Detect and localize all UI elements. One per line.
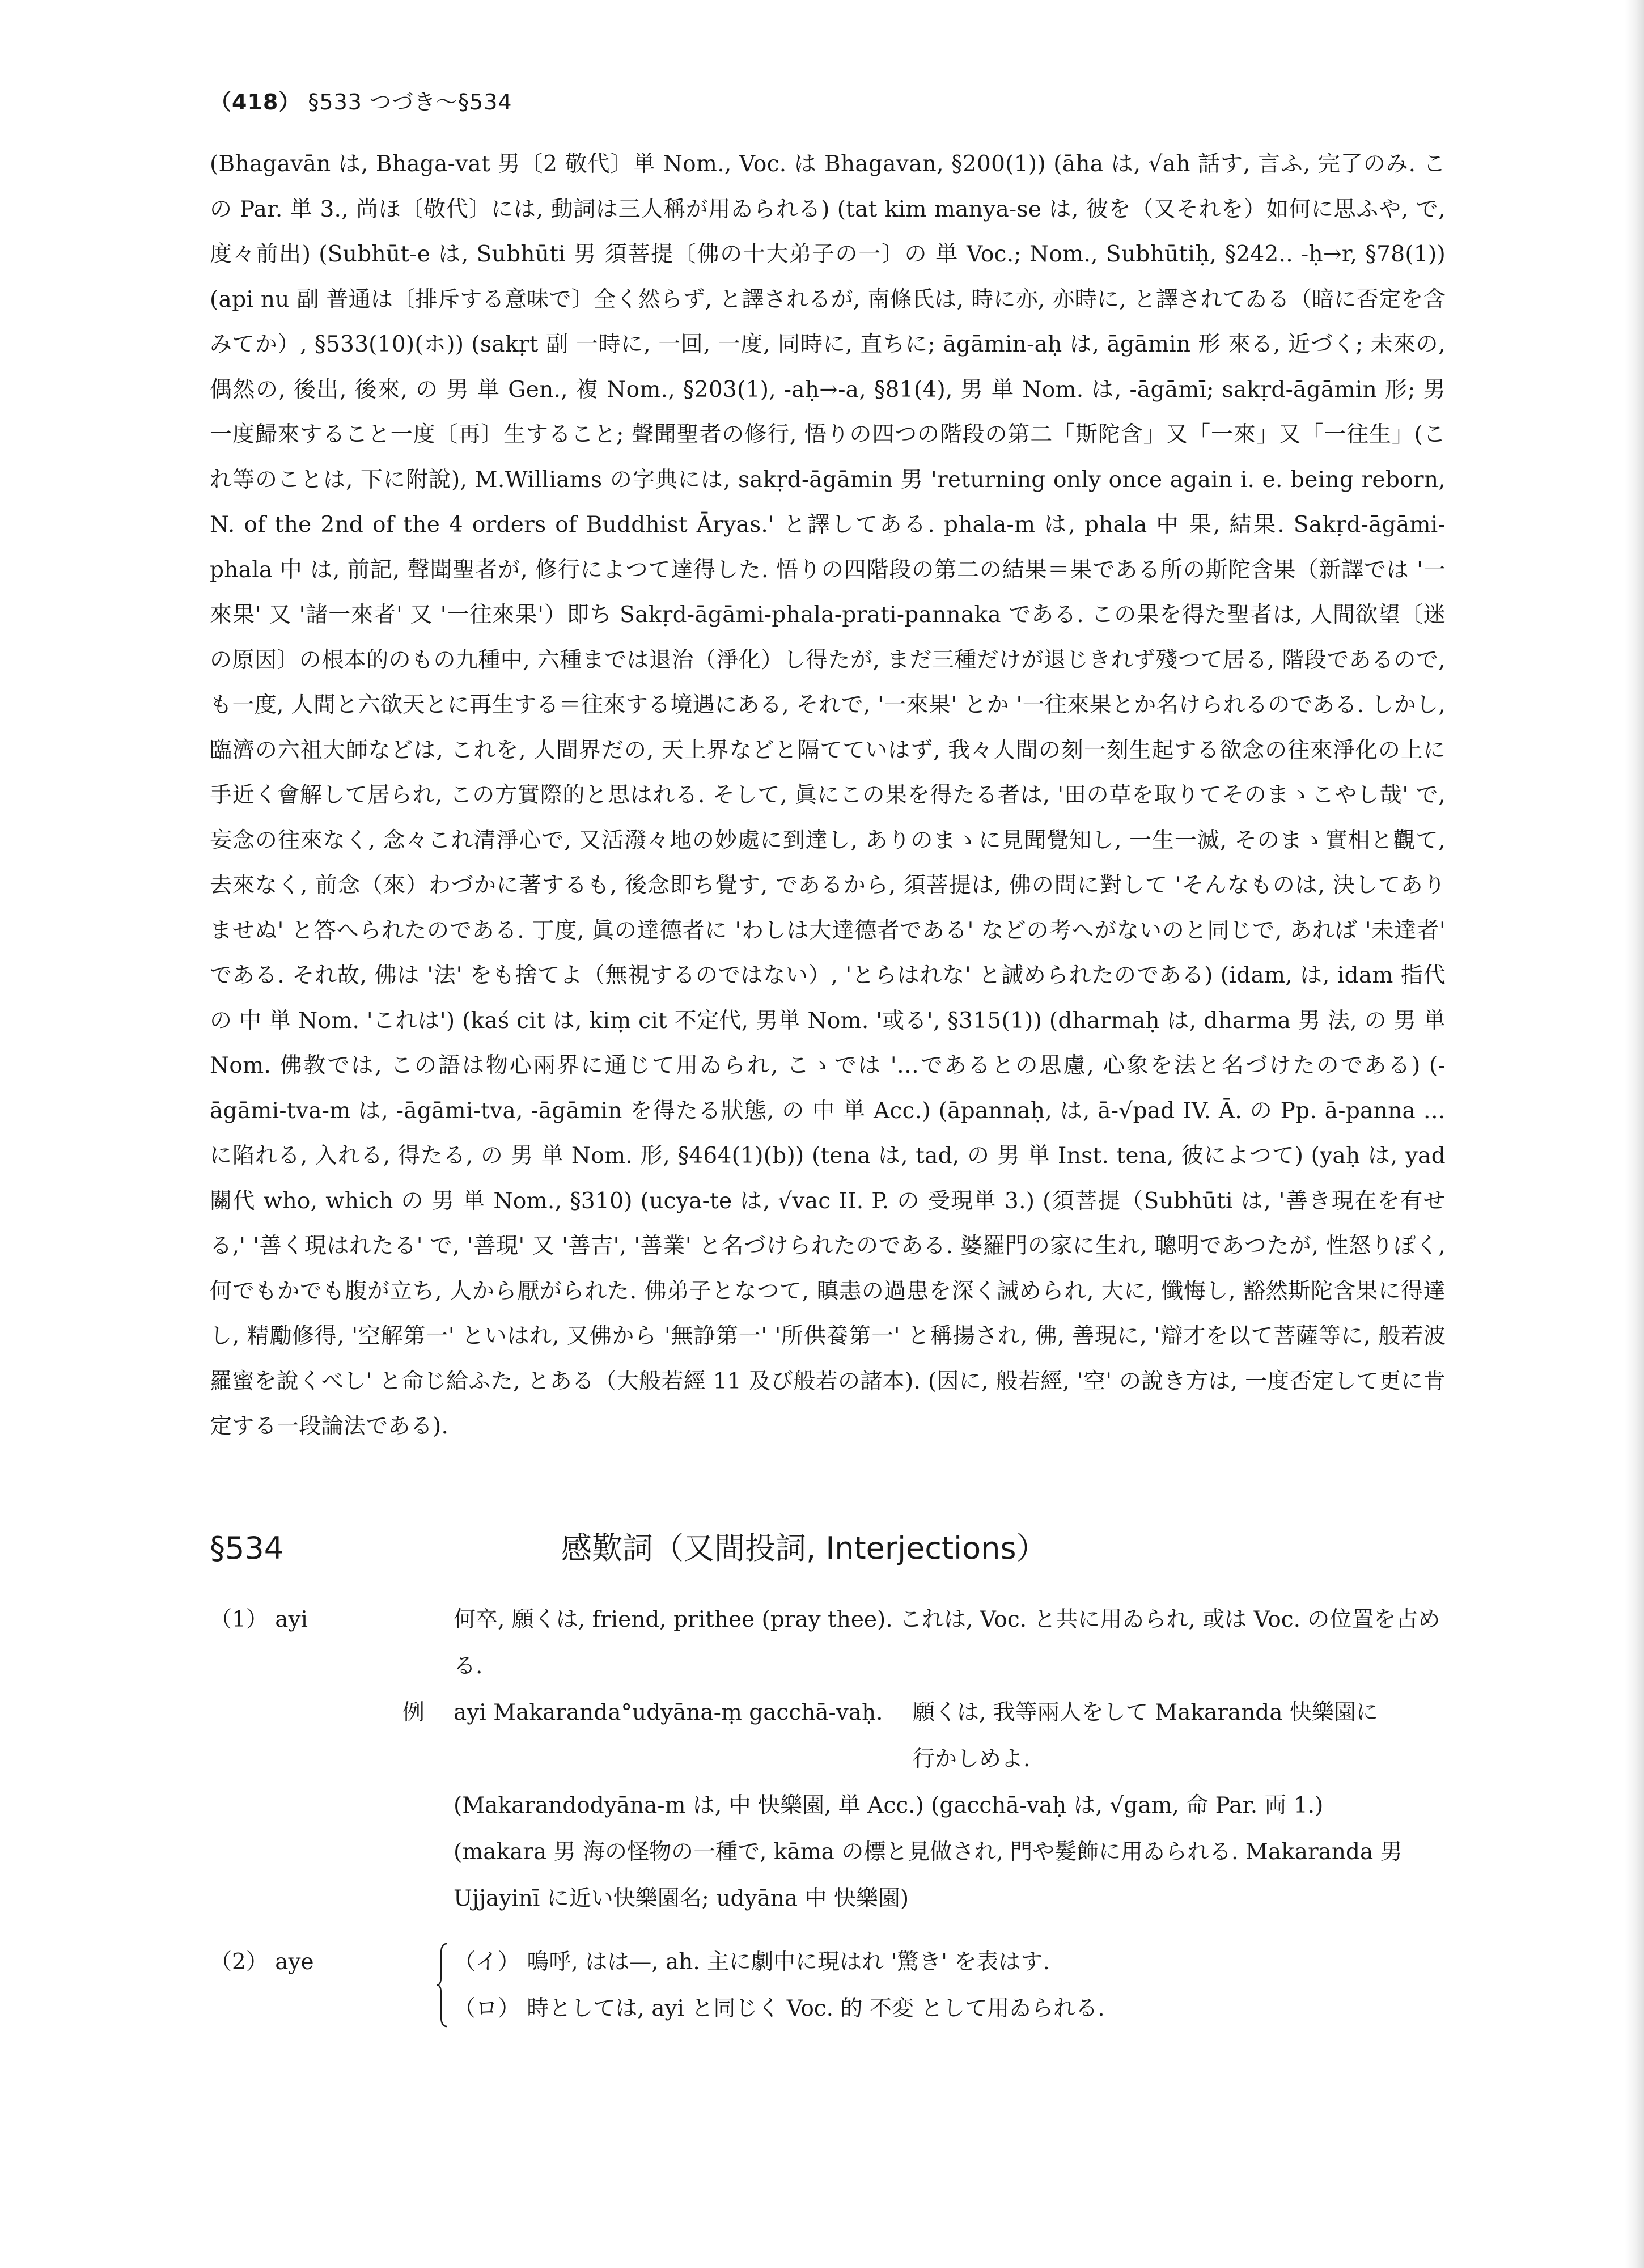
vocabulary-note: (makara 男 海の怪物の一種で, kāma の標と見做され, 門や髮飾に用ゐられる. Makaranda 男 Ujjayinī に近い快樂園名; udyāna 中 快樂園): [454, 1839, 1403, 1911]
example-sanskrit: ayi Makaranda°udyāna-ṃ gacchā-vaḥ.: [454, 1699, 883, 1725]
page-number: （418）: [210, 90, 301, 115]
entry-ayi: [210, 1597, 1446, 1922]
example-mark: 例: [402, 1699, 425, 1725]
entry-body: [402, 1597, 1446, 1922]
section-range: §533 つづき～§534: [308, 90, 512, 115]
brace-icon: [437, 1943, 448, 2028]
section-heading: [210, 1517, 1446, 1580]
running-head: [210, 85, 1446, 119]
entry-definition: 何卒, 願くは, friend, prithee (pray thee). これは, Voc. と共に用ゐられ, 或は Voc. の位置を占める.: [454, 1606, 1440, 1679]
sub-item-a: （イ） 嗚呼, はは—, ah. 主に劇中に現はれ '驚き' を表はす.: [454, 1949, 1050, 1975]
section-number: §534: [210, 1530, 284, 1566]
entry-aye: [210, 1939, 1446, 2032]
grammar-note: (Makarandodyāna-m は, 中 快樂園, 単 Acc.) (gacchā-vaḥ は, √gam, 命 Par. 両 1.): [454, 1792, 1324, 1818]
book-page: [210, 85, 1446, 2032]
continuation-paragraph: (Bhagavān は, Bhaga-vat 男〔2 敬代〕単 Nom., Voc. は Bhagavan, §200(1)) (āha は, √ah 話す, 言ふ, 完了のみ. この Par. 単 3., 尚ほ〔敬代〕には, 動詞は三人稱が用ゐられる) (tat kim manya-se は, 彼を（又それを）如何に思ふや, で, 度々前出) (Subhūt-e は, Subhūti 男 須菩提〔佛の十大弟子の一〕の 単 Voc.; Nom., Subhūtiḥ, §242.. -ḥ→r, §78(1)) (api nu 副 普通は〔排斥する意味で〕全く然らず, と譯されるが, 南條氏は, 時に亦, 亦時に, と譯されてゐる（暗に否定を含みてか）, §533(10)(ホ)) (sakṛt 副 一時に, 一回, 一度, 同時に, 直ちに; āgāmin-aḥ は, āgāmin 形 來る, 近づく; 未來の, 偶然の, 後出, 後來, の 男 単 Gen., 複 Nom., §203(1), -aḥ→-a, §81(4), 男 単 Nom. は, -āgāmī; sakṛd-āgāmin 形; 男 一度歸來すること一度〔再〕生すること; 聲聞聖者の修行, 悟りの四つの階段の第二「斯陀含」又「一來」又「一往生」(これ等のことは, 下に附說), M.Williams の字典には, sakṛd-āgāmin 男 'returning only once again i. e. being reborn, N. of the 2nd of the 4 orders of Buddhist Āryas.' と譯してある. phala-m は, phala 中 果, 結果. Sakṛd-āgāmi-phala 中 は, 前記, 聲聞聖者が, 修行によつて達得した. 悟りの四階段の第二の結果＝果である所の斯陀含果（新譯では '一來果' 又 '諸一來者' 又 '一往來果'）即ち Sakṛd-āgāmi-phala-prati-pannaka である. この果を得た聖者は, 人間欲望〔迷の原因〕の根本的のもの九種中, 六種までは退治（淨化）し得たが, まだ三種だけが退じきれず殘つて居る, 階段であるので, も一度, 人間と六欲天とに再生する＝往來する境遇にある, それで, '一來果' とか '一往來果とか名けられるのである. しかし, 臨濟の六祖大師などは, これを, 人間界だの, 天上界などと隔てていはず, 我々人間の刻一刻生起する欲念の往來淨化の上に手近く會解して居られ, この方實際的と思はれる. そして, 眞にこの果を得たる者は, '田の草を取りてそのまゝこやし哉' で, 妄念の往來なく, 念々これ清淨心で, 又活潑々地の妙處に到達し, ありのまゝに見聞覺知し, 一生一滅, そのまゝ實相と觀て, 去來なく, 前念（來）わづかに著するも, 後念即ち覺す, であるから, 須菩提は, 佛の問に對して 'そんなものは, 決してありませぬ' と答へられたのである. 丁度, 眞の達德者に 'わしは大達德者である' などの考へがないのと同じで, あれば '未達者' である. それ故, 佛は '法' をも捨てよ（無視するのではない）, 'とらはれな' と誡められたのである) (idam, は, idam 指代 の 中 単 Nom. 'これは') (kaś cit は, kiṃ cit 不定代, 男単 Nom. '或る', §315(1)) (dharmaḥ は, dharma 男 法, の 男 単 Nom. 佛教では, この語は物心兩界に通じて用ゐられ, こゝでは '…であるとの思慮, 心象を法と名づけたのである) (-āgāmi-tva-m は, -āgāmi-tva, -āgāmin を得たる狀態, の 中 単 Acc.) (āpannaḥ, は, ā-√pad IV. Ā. の Pp. ā-panna …に陷れる, 入れる, 得たる, の 男 単 Nom. 形, §464(1)(b)) (tena は, tad, の 男 単 Inst. tena, 彼によつて) (yaḥ は, yad 關代 who, which の 男 単 Nom., §310) (ucya-te は, √vac II. P. の 受現単 3.) (須菩提（Subhūti は, '善き現在を有せる,' '善く現はれたる' で, '善現' 又 '善吉', '善業' と名づけられたのである. 婆羅門の家に生れ, 聰明であつたが, 性怒りぽく, 何でもかでも腹が立ち, 人から厭がられた. 佛弟子となつて, 瞋恚の過患を深く誡められ, 大に, 懺悔し, 豁然斯陀含果に得達し, 精勵修得, '空解第一' といはれ, 又佛から '無諍第一' '所供養第一' と稱揚され, 佛, 善現に, '辯才を以て菩薩等に, 般若波羅蜜を說くべし' と命じ給ふた, とある（大般若經 11 及び般若の諸本). (因に, 般若經, '空' の說き方は, 一度否定して更に肯定する一段論法である).: [210, 151, 1446, 1439]
entry-label: （2） aye: [210, 1949, 314, 1975]
example-translation: 願くは, 我等兩人をして Makaranda 快樂園に行かしめよ.: [913, 1699, 1378, 1772]
example: [402, 1690, 1446, 1783]
section-title: 感歎詞（又間投詞, Interjections）: [561, 1530, 1047, 1566]
sub-item-b: （ロ） 時としては, ayi と同じく Voc. 的 不変 として用ゐられる.: [454, 1995, 1105, 2021]
page-edge-shadow: [1625, 0, 1644, 2268]
entry-label: （1） ayi: [210, 1606, 308, 1632]
entry-body: [454, 1939, 1446, 2032]
